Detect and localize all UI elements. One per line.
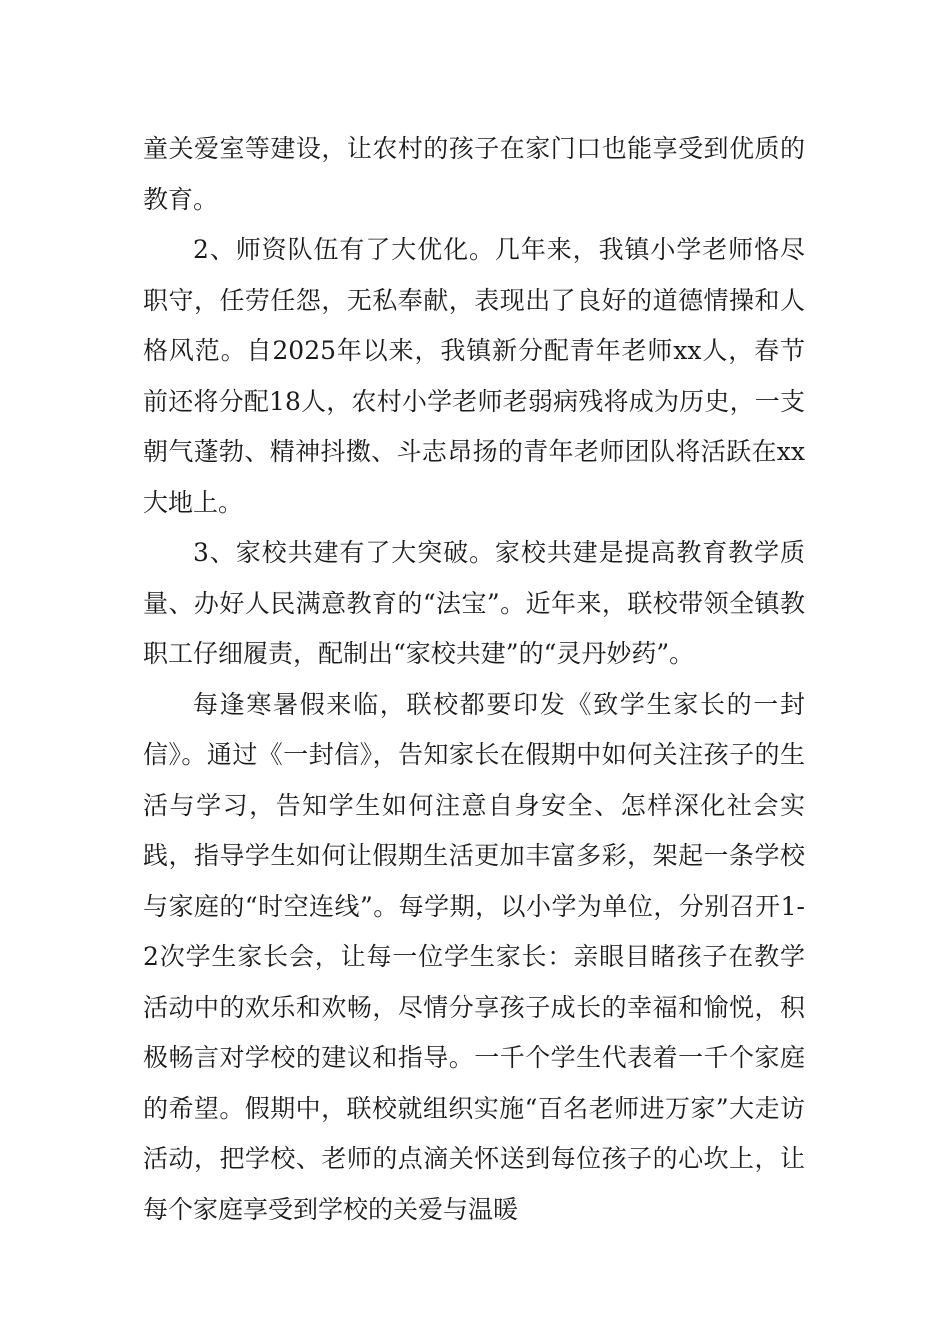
paragraph-home-school: 3、家校共建有了大突破。家校共建是提高教育教学质量、办好人民满意教育的“法宝”。近年来，联校带领全镇教职工仔细履责，配制出“家校共建”的“灵丹妙药”。 xyxy=(143,538,805,668)
document-page xyxy=(143,124,805,1235)
paragraph-teachers: 2、师资队伍有了大优化。几年来，我镇小学老师恪尽职守，任劳任怨，无私奉献，表现出了良好的道德情操和人格风范。自2025年以来，我镇新分配青年老师xx人，春节前还将分配18人，农村小学老师老弱病残将成为历史，一支朝气蓬勃、精神抖擞、斗志昂扬的青年老师团队将活跃在xx大地上。 xyxy=(143,235,805,517)
paragraph-continuation: 童关爱室等建设，让农村的孩子在家门口也能享受到优质的教育。 xyxy=(143,134,805,214)
paragraph-holidays: 每逢寒暑假来临，联校都要印发《致学生家长的一封信》。通过《一封信》，告知家长在假期中如何关注孩子的生活与学习，告知学生如何注意自身安全、怎样深化社会实践，指导学生如何让假期生活更加丰富多彩，架起一条学校与家庭的“时空连线”。每学期，以小学为单位，分别召开1-2次学生家长会，让每一位学生家长：亲眼目睹孩子在教学活动中的欢乐和欢畅，尽情分享孩子成长的幸福和愉悦，积极畅言对学校的建议和指导。一千个学生代表着一千个家庭的希望。假期中，联校就组织实施“百名老师进万家”大走访活动，把学校、老师的点滴关怀送到每位孩子的心坎上，让每个家庭享受到学校的关爱与温暖 xyxy=(143,689,805,1224)
